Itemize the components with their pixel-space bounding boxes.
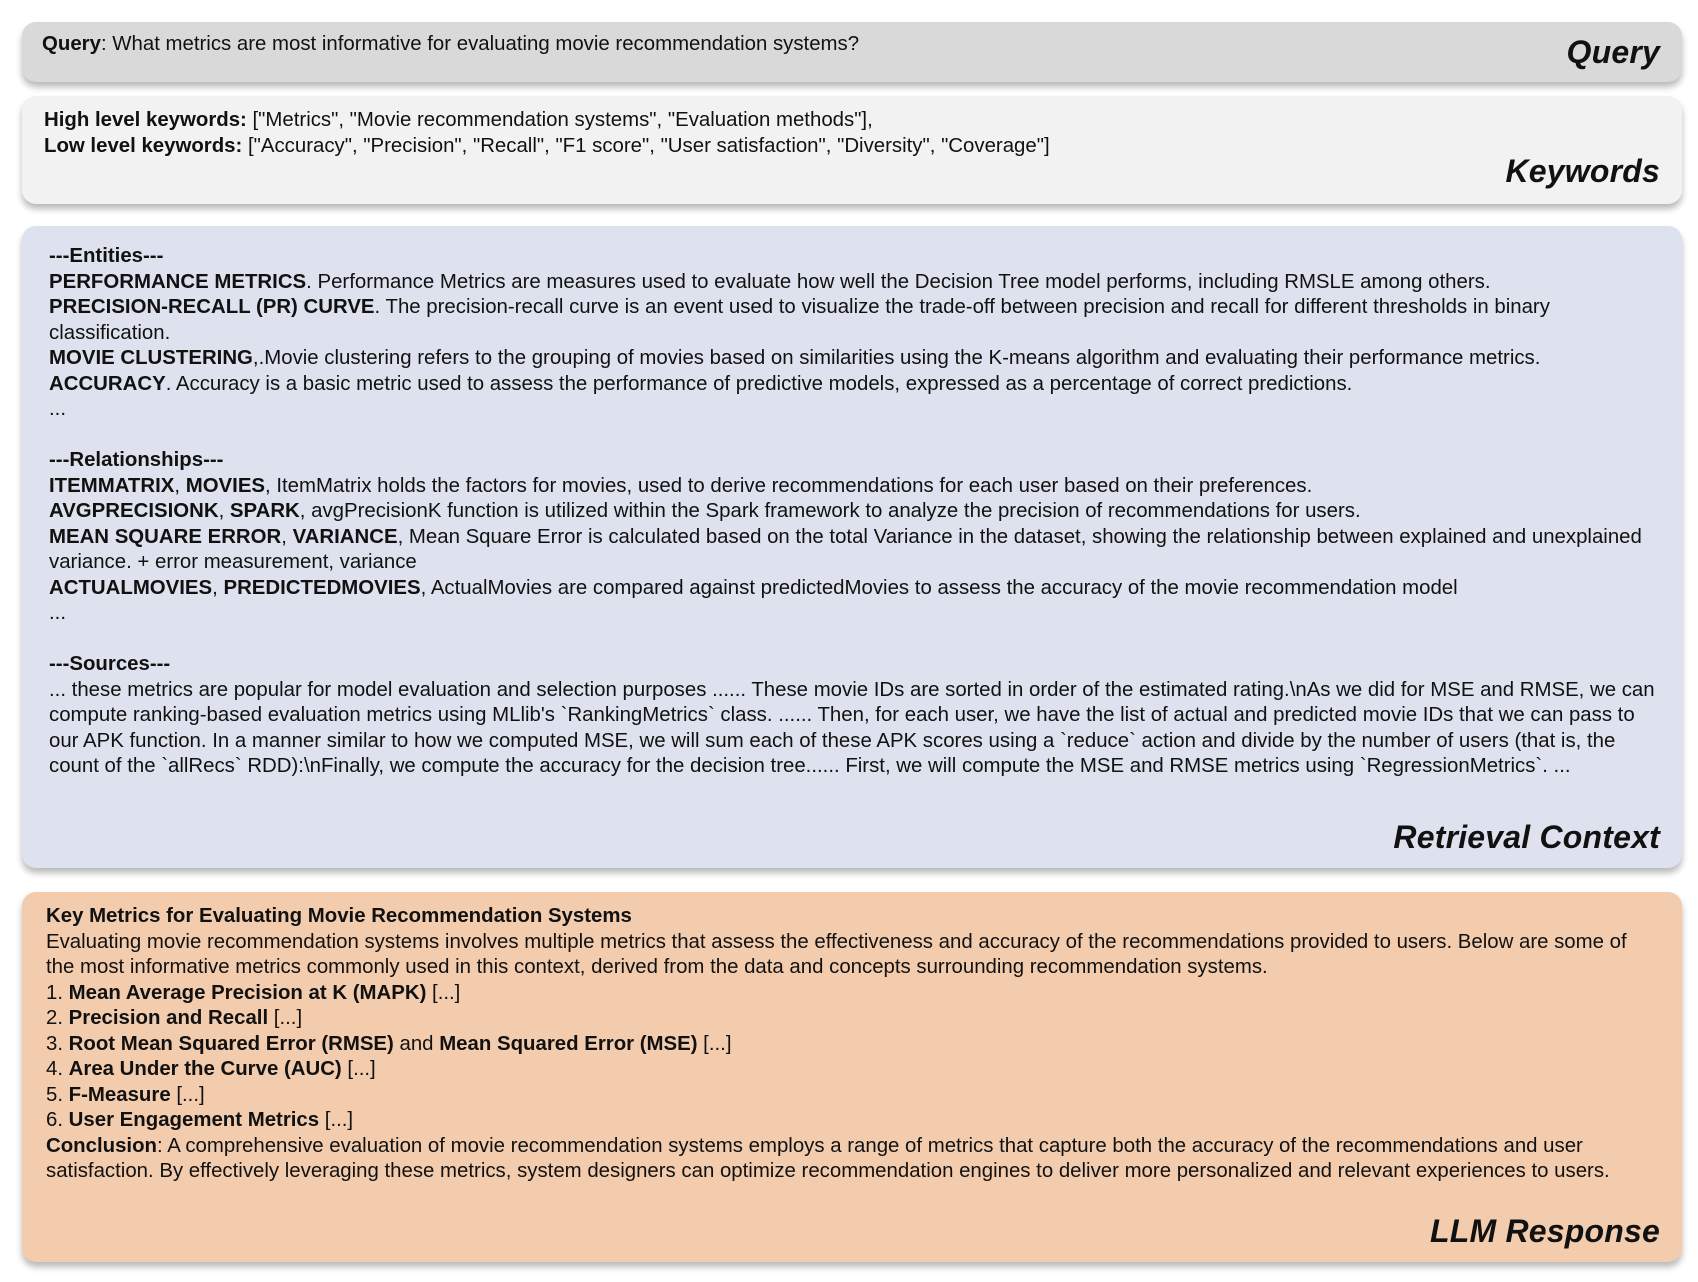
relationship-item: ITEMMATRIX, MOVIES, ItemMatrix holds the factors for movies, used to derive recommendations for each user based on their preferences. [49,474,1313,497]
query-line [42,32,1662,58]
entities-ellipsis: ... [49,398,66,420]
llm-response-panel [22,892,1682,1262]
response-intro: Evaluating movie recommendation systems involves multiple metrics that assess the effectiveness and accuracy of the recommendations provided to users. Below are some of the most informative metrics commonly used in this context, derived from the data and concepts surrounding recommendation systems. [46,930,1627,978]
relationship-item: ACTUALMOVIES, PREDICTEDMOVIES, ActualMovies are compared against predictedMovies to assess the accuracy of the movie recommendation model [49,576,1458,599]
sources-text: ... these metrics are popular for model evaluation and selection purposes ...... These movie IDs are sorted in order of the estimated rating.\nAs we did for MSE and RMSE, we can compute ranking-based evaluation metrics using MLlib's `RankingMetrics` class. ...... Then, for each user, we have the list of actual and predicted movie IDs that we can pass to our APK function. In a manner similar to how we computed MSE, we will sum each of these APK scores using a `reduce` action and divide by the number of users (that is, the count of the `allRecs` RDD):\nFinally, we compute the accuracy for the decision tree...... First, we will compute the MSE and RMSE metrics using `RegressionMetrics`. ... [49,678,1655,777]
query-panel-label: Query [1566,34,1660,70]
retrieval-context-label: Retrieval Context [1393,819,1660,855]
entities-header: ---Entities--- [49,245,164,267]
sources-header: ---Sources--- [49,653,171,675]
response-list-item: 5. F-Measure [...] [46,1083,205,1106]
relationship-item: MEAN SQUARE ERROR, VARIANCE, Mean Square Error is calculated based on the total Variance in the dataset, showing the relationship between explained and unexplained variance. + error measurement, variance [49,525,1642,573]
response-title: Key Metrics for Evaluating Movie Recommendation Systems [46,905,632,927]
sources-section [49,652,1655,780]
entity-item: PRECISION-RECALL (PR) CURVE. The precision-recall curve is an event used to visualize the trade-off between precision and recall for different thresholds in binary classification. [49,296,1550,344]
response-list-item: 1. Mean Average Precision at K (MAPK) [...] [46,981,461,1004]
response-list-item: 2. Precision and Recall [...] [46,1007,303,1029]
high-keywords-label: High level keywords: [44,109,247,131]
high-level-keywords [44,108,1660,134]
low-keywords-label: Low level keywords: [44,134,243,157]
conclusion-label: Conclusion [46,1134,158,1157]
query-text: : What metrics are most informative for evaluating movie recommendation systems? [100,33,860,55]
low-level-keywords [44,134,1660,160]
relationships-section [49,448,1655,627]
relationship-item: AVGPRECISIONK, SPARK, avgPrecisionK function is utilized within the Spark framework to analyze the precision of recommendations for users. [49,500,1361,522]
entity-item: PERFORMANCE METRICS. Performance Metrics are measures used to evaluate how well the Decision Tree model performs, including RMSLE among others. [49,270,1491,293]
response-list-item: 3. Root Mean Squared Error (RMSE) and Mean Squared Error (MSE) [...] [46,1032,732,1055]
llm-response-label: LLM Response [1430,1213,1660,1249]
keywords-panel [22,96,1682,204]
query-panel [22,22,1682,82]
response-conclusion [46,1134,1658,1185]
relationships-header: ---Relationships--- [49,449,224,471]
low-keywords-value: ["Accuracy", "Precision", "Recall", "F1 score", "User satisfaction", "Diversity", "Coverage"] [242,134,1050,157]
entity-item: MOVIE CLUSTERING,.Movie clustering refers to the grouping of movies based on similarities using the K-means algorithm and evaluating their performance metrics. [49,347,1541,369]
relationships-ellipsis: ... [49,602,66,624]
response-list-item: 4. Area Under the Curve (AUC) [...] [46,1058,376,1080]
entities-section [49,244,1655,423]
response-list-item: 6. User Engagement Metrics [...] [46,1109,354,1131]
response-body [46,904,1658,1185]
keywords-panel-label: Keywords [1505,153,1660,189]
high-keywords-value: ["Metrics", "Movie recommendation systems", "Evaluation methods"], [246,109,873,131]
retrieval-context-panel [22,226,1682,868]
conclusion-text: : A comprehensive evaluation of movie recommendation systems employs a range of metrics that capture both the accuracy of the recommendations and user satisfaction. By effectively leveraging these metrics, system designers can optimize recommendation engines to deliver more personalized and relevant experiences to users. [46,1134,1610,1182]
query-prefix: Query [42,33,101,55]
entity-item: ACCURACY. Accuracy is a basic metric used to assess the performance of predictive models, expressed as a percentage of correct predictions. [49,372,1353,395]
